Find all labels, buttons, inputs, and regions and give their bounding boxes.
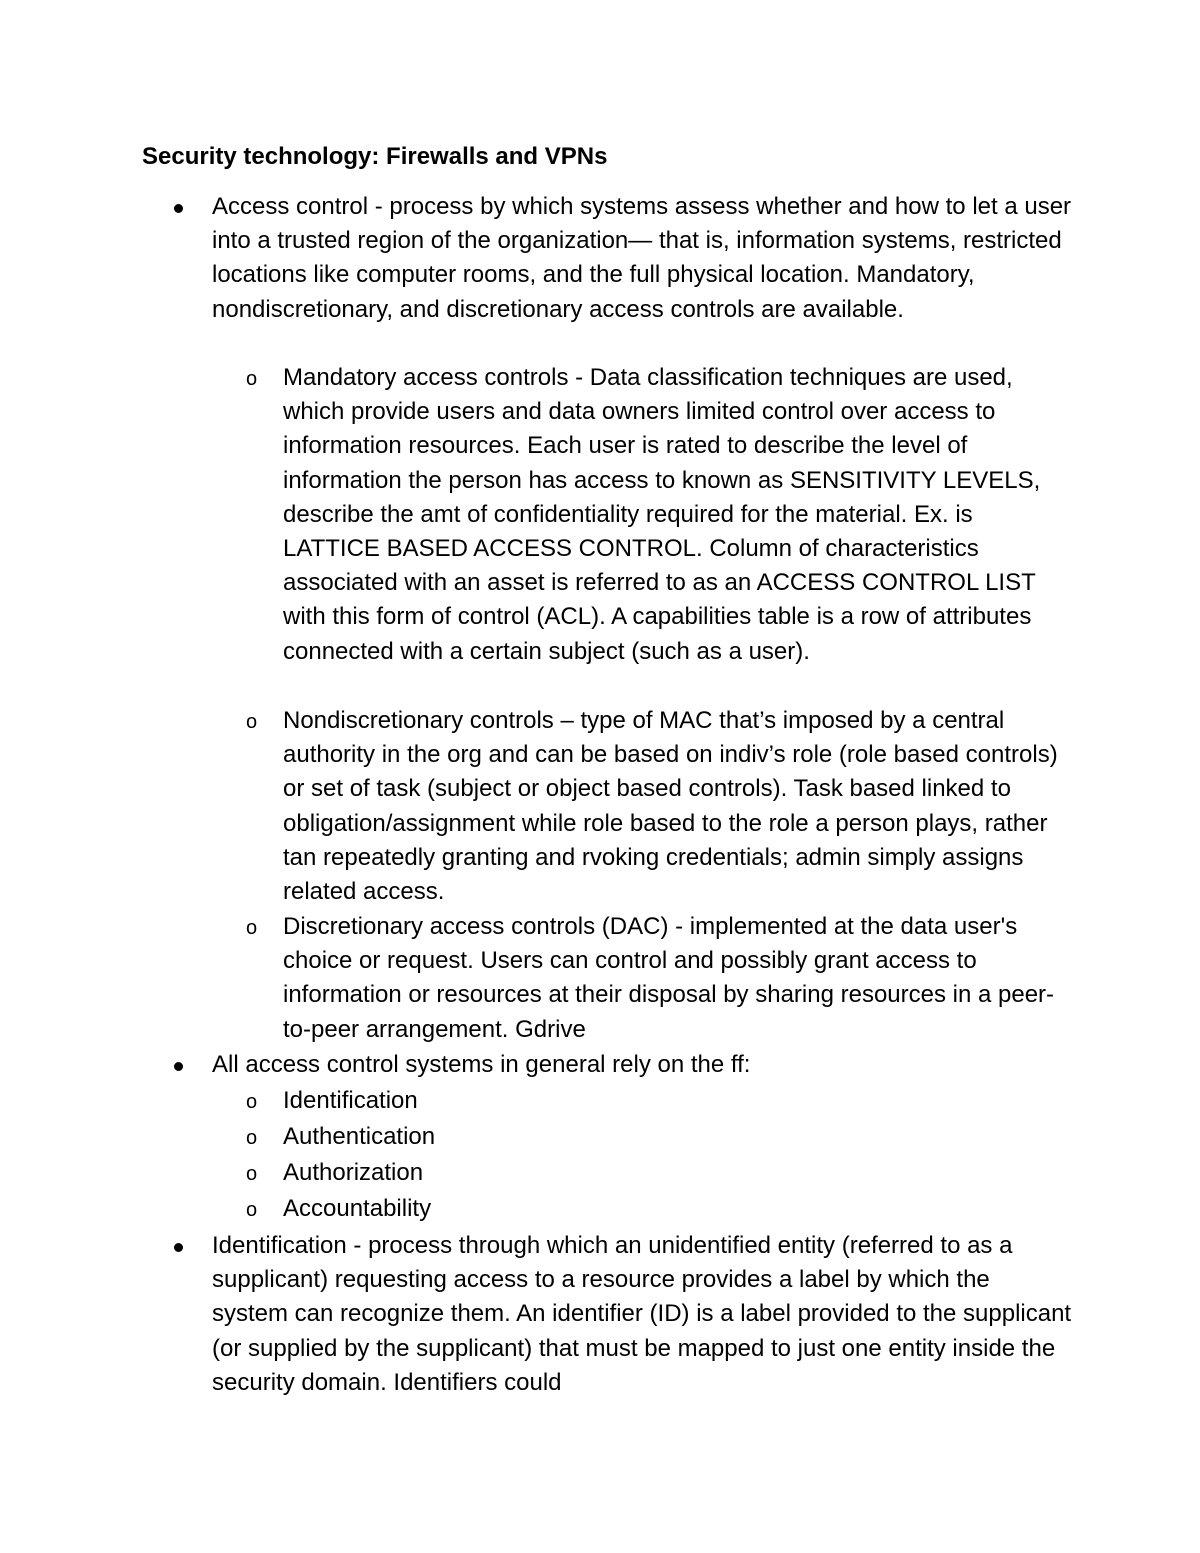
list-item-text: Identification - process through which an unidentified entity (referred to as a supplicant) requesting access to a resource provides a label by which the system can recognize them. An identifier (ID) is a label provided to the supplicant (or supplied by the supplicant) that must be mapped to just one entity inside the security domain. Identifiers could: [212, 1232, 1072, 1396]
list-item-text: Authorization: [283, 1159, 424, 1186]
circle-bullet-icon: o: [246, 368, 258, 390]
list-item-text: Mandatory access controls - Data classification techniques are used, which provide users and data owners limited control over access to information resources. Each user is rated to describe the level of information the person has access to known as SENSITIVITY LEVELS, describe the amt of confidentiality required for the material. Ex. is LATTICE BASED ACCESS CONTROL. Column of characteristics associated with an asset is referred to as an ACCESS CONTROL LIST with this form of control (ACL). A capabilities table is a row of attributes connected with a certain subject (such as a user).: [283, 364, 1041, 665]
bullet-dot-icon: [174, 1062, 183, 1071]
list-item-text: Nondiscretionary controls – type of MAC that’s imposed by a central authority in the org and can be based on indiv’s role (role based controls) or set of task (subject or object based controls). Task based linked to obligation/assignment while role based to the role a person plays, rather tan repeatedly granting and rvoking credentials; admin simply assigns related access.: [283, 707, 1058, 906]
list-item-text: All access control systems in general rely on the ff:: [212, 1051, 751, 1078]
list-item-access-control: [212, 190, 1072, 327]
circle-bullet-icon: o: [246, 1163, 258, 1185]
circle-bullet-icon: o: [246, 711, 258, 733]
list-item-text: Identification: [283, 1087, 418, 1114]
list-item-text: Accountability: [283, 1195, 432, 1222]
list-item-text: Discretionary access controls (DAC) - implemented at the data user's choice or request. Users can control and possibly grant access to information or resources at their disposal by sharing resources in a peer-to-peer arrangement. Gdrive: [283, 913, 1055, 1043]
circle-bullet-icon: o: [246, 1127, 258, 1149]
list-item-all-rely: [212, 1048, 1072, 1082]
list-item-text: Authentication: [283, 1123, 436, 1150]
list-item-identification: [246, 1084, 1073, 1118]
list-item-mandatory-access: [246, 361, 1073, 669]
bullet-dot-icon: [174, 1243, 183, 1252]
list-item-identification-definition: [212, 1229, 1072, 1400]
list-item-nondiscretionary: [246, 704, 1073, 909]
list-item-text: Access control - process by which systems assess whether and how to let a user into a trusted region of the organization— that is, information systems, restricted locations like computer rooms, and the full physical location. Mandatory, nondiscretionary, and discretionary access controls are available.: [212, 193, 1072, 323]
page-title: Security technology: Firewalls and VPNs: [142, 143, 608, 170]
circle-bullet-icon: o: [246, 1199, 258, 1221]
list-item-accountability: [246, 1192, 1073, 1226]
list-item-discretionary: [246, 910, 1073, 1047]
bullet-dot-icon: [174, 204, 183, 213]
list-item-authorization: [246, 1156, 1073, 1190]
circle-bullet-icon: o: [246, 917, 258, 939]
list-item-authentication: [246, 1120, 1073, 1154]
circle-bullet-icon: o: [246, 1091, 258, 1113]
